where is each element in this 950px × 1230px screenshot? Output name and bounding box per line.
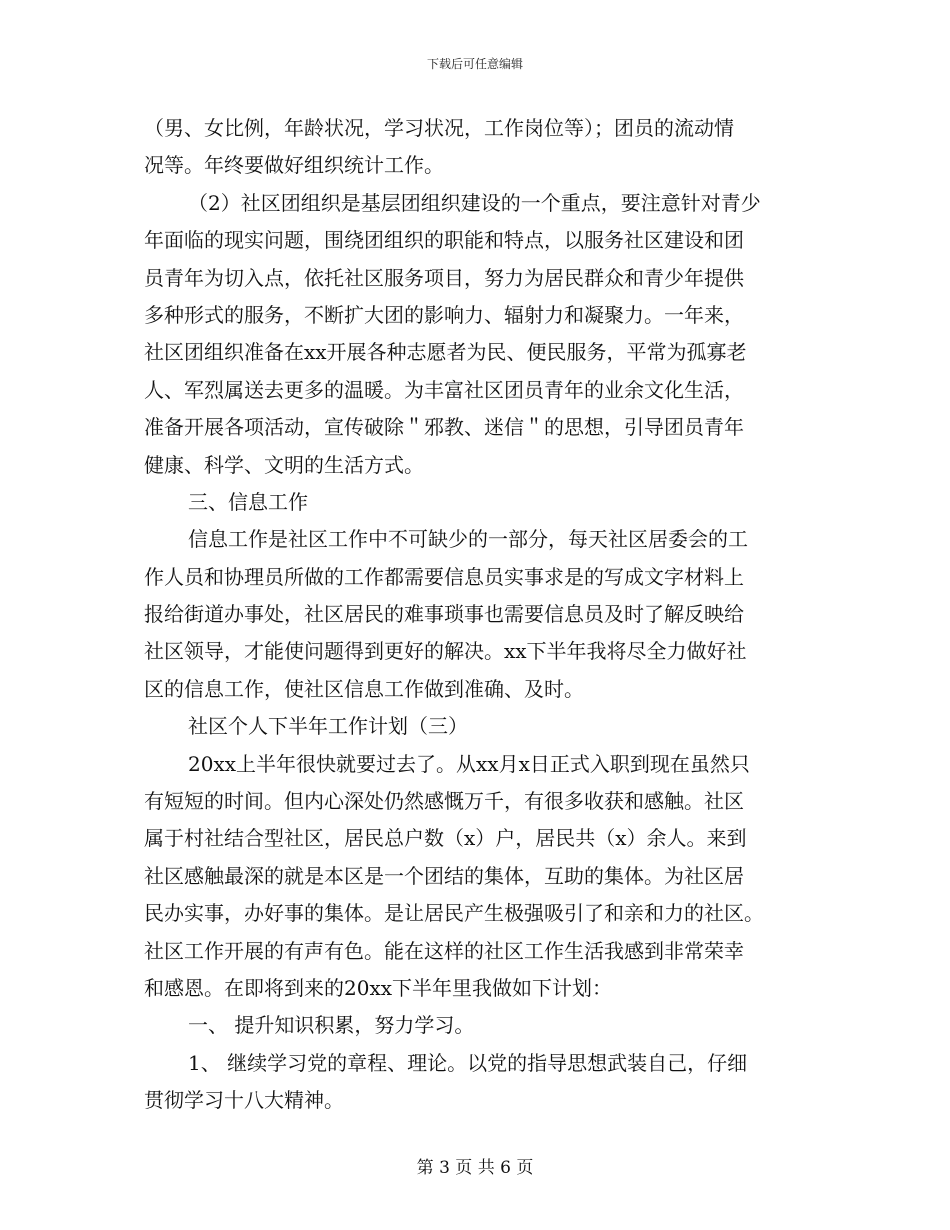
body-line: 贯彻学习十八大精神。 bbox=[144, 1088, 344, 1113]
paragraph-start: 信息工作是社区工作中不可缺少的一部分，每天社区居委会的工 bbox=[188, 527, 748, 552]
body-line: 和感恩。在即将到来的20xx下半年里我做如下计划： bbox=[144, 975, 613, 1000]
section-heading: 三、信息工作 bbox=[188, 489, 308, 514]
body-line: 区的信息工作，使社区信息工作做到准确、及时。 bbox=[144, 676, 584, 701]
body-line: 准备开展各项活动，宣传破除＂邪教、迷信＂的思想，引导团员青年 bbox=[144, 415, 744, 440]
body-line: 社区团组织准备在xx开展各种志愿者为民、便民服务，平常为孤寡老 bbox=[144, 340, 747, 365]
paragraph-start: 20xx上半年很快就要过去了。从xx月x日正式入职到现在虽然只 bbox=[188, 751, 750, 776]
body-line: 社区感触最深的就是本区是一个团结的集体，互助的集体。为社区居 bbox=[144, 863, 744, 888]
paragraph-start: 1、 继续学习党的章程、理论。以党的指导思想武装自己，仔细 bbox=[188, 1050, 748, 1075]
body-line: （男、女比例，年龄状况，学习状况，工作岗位等）；团员的流动情 bbox=[144, 116, 734, 140]
body-line: 多种形式的服务，不断扩大团的影响力、辐射力和凝聚力。一年来， bbox=[144, 302, 744, 327]
body-line: 况等。年终要做好组织统计工作。 bbox=[144, 153, 444, 178]
body-line: 员青年为切入点，依托社区服务项目，努力为居民群众和青少年提供 bbox=[144, 265, 744, 290]
body-line: 人、军烈属送去更多的温暖。为丰富社区团员青年的业余文化生活， bbox=[144, 377, 744, 402]
body-line: 报给街道办事处，社区居民的难事琐事也需要信息员及时了解反映给 bbox=[144, 602, 744, 627]
body-line: 属于村社结合型社区，居民总户数（x）户，居民共（x）余人。来到 bbox=[144, 826, 747, 851]
paragraph-start: （2）社区团组织是基层团组织建设的一个重点，要注意针对青少 bbox=[188, 190, 761, 215]
document-body bbox=[144, 110, 814, 1120]
section-heading: 一、 提升知识积累，努力学习。 bbox=[188, 1013, 475, 1038]
body-line: 年面临的现实问题，围绕团组织的职能和特点，以服务社区建设和团 bbox=[144, 228, 744, 253]
body-line: 健康、科学、文明的生活方式。 bbox=[144, 452, 424, 477]
body-line: 社区工作开展的有声有色。能在这样的社区工作生活我感到非常荣幸 bbox=[144, 938, 744, 963]
page-header: 下载后可任意编辑 bbox=[426, 57, 523, 71]
body-line: 社区领导，才能使问题得到更好的解决。xx下半年我将尽全力做好社 bbox=[144, 639, 747, 664]
body-line: 有短短的时间。但内心深处仍然感慨万千，有很多收获和感触。社区 bbox=[144, 789, 744, 814]
section-heading: 社区个人下半年工作计划（三） bbox=[188, 714, 468, 739]
page-footer: 第 3 页 共 6 页 bbox=[416, 1158, 534, 1178]
body-line: 作人员和协理员所做的工作都需要信息员实事求是的写成文字材料上 bbox=[144, 564, 744, 589]
body-line: 民办实事，办好事的集体。是让居民产生极强吸引了和亲和力的社区。 bbox=[144, 901, 764, 926]
